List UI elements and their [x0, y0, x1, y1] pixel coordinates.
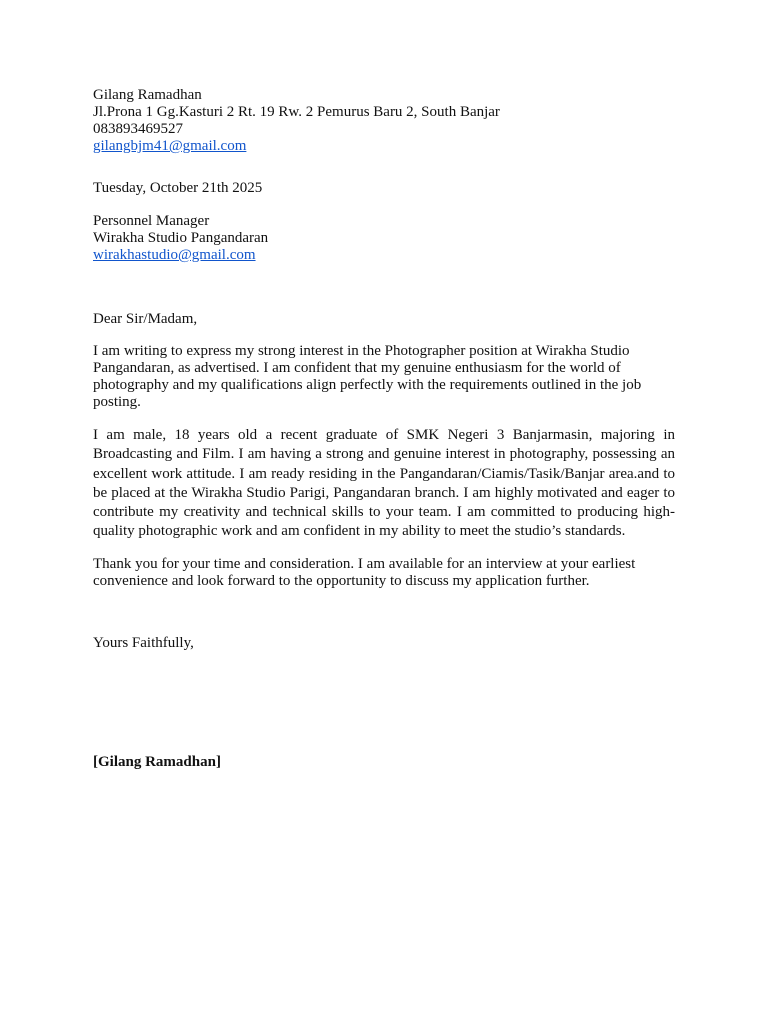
body-paragraph-1: I am writing to express my strong interest in the Photographer position at Wirakha Studio Pangandaran, as advertised. I am confident that my genuine enthusiasm for the world of photography and my qualifications align perfectly with the requirements outlined in the job posting. [93, 343, 642, 410]
signature: [Gilang Ramadhan] [93, 753, 221, 770]
body-paragraph-2: I am male, 18 years old a recent graduate of SMK Negeri 3 Banjarmasin, majoring in Broadcasting and Film. I am having a strong and genuine interest in photography, possessing an excellent work attitude. I am ready residing in the Pangandaran/Ciamis/Tasik/Banjar area.and to be placed at the Wirakha Studio Parigi, Pangandaran branch. I am highly motivated and eager to contribute my creativity and technical skills to your team. I am committed to producing high-quality photographic work and am confident in my ability to meet the studio’s standards. [93, 427, 675, 540]
recipient-email-link[interactable]: wirakhastudio@gmail.com [93, 247, 256, 263]
recipient-block [93, 213, 675, 264]
recipient-title: Personnel Manager [93, 213, 210, 229]
sender-address: Jl.Prona 1 Gg.Kasturi 2 Rt. 19 Rw. 2 Pemurus Baru 2, South Banjar [93, 104, 500, 120]
letter-date: Tuesday, October 21th 2025 [93, 180, 263, 196]
recipient-company: Wirakha Studio Pangandaran [93, 230, 269, 246]
sender-email-link[interactable]: gilangbjm41@gmail.com [93, 138, 247, 154]
letter-page [93, 87, 675, 771]
body-paragraph-3: Thank you for your time and consideration. I am available for an interview at your earliest convenience and look forward to the opportunity to discuss my application further. [93, 555, 636, 589]
sender-block [93, 87, 675, 155]
closing: Yours Faithfully, [93, 634, 194, 651]
sender-name: Gilang Ramadhan [93, 87, 202, 103]
salutation: Dear Sir/Madam, [93, 311, 198, 327]
sender-phone: 083893469527 [93, 121, 183, 137]
